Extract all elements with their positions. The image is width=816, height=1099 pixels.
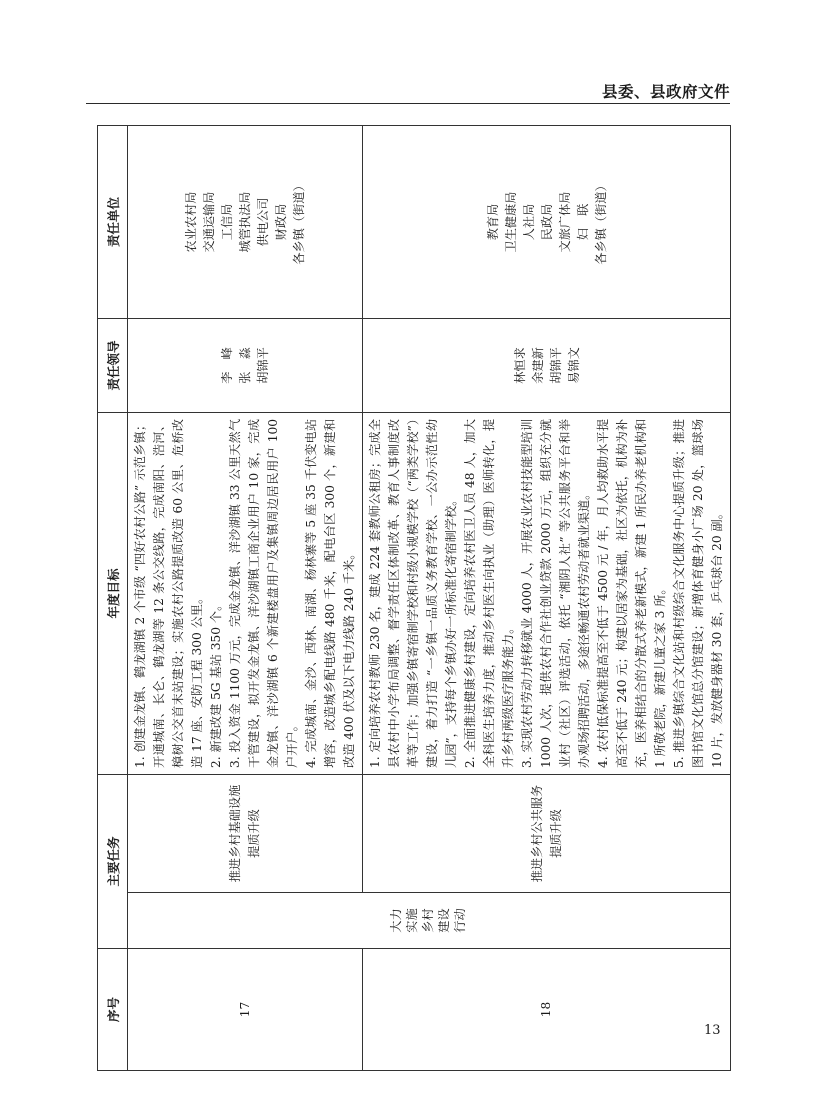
goal-item: 3. 投入资金 1100 万元，完成金龙镇、洋沙湖镇 33 公里天然气干管建设，拟开发金龙镇、洋沙湖镇工商企业用户 10 家，完成金龙镇、洋沙湖镇 6 个新建楼盘用户及集镇周边居民用户 100 户开户。 — [228, 418, 299, 768]
unit-cell — [363, 125, 731, 318]
goal-item: 1. 定向培养农村教师 230 名，建成 224 套教师公租房；完成全县农村中小学布局调整、督学责任区体制改革、教育人事制度改革等工作；加强乡镇寄宿制学校和村级小规模学校（“两类学校”）建设，着力打造 “一乡镇一品质义务教育学校、一公办示范性幼儿园”，支持每个乡镇办好一所标准化寄宿制学校。 — [368, 418, 458, 768]
table-header-row — [98, 125, 128, 1070]
unit-name: 财政局 — [274, 203, 288, 241]
unit-name: 城管执法局 — [238, 191, 252, 253]
unit-name: 农业农村局 — [184, 191, 198, 253]
unit-name: 供电公司 — [256, 197, 270, 247]
leader-cell — [128, 318, 363, 412]
header-unit: 责任单位 — [98, 125, 128, 318]
document-header-title: 县委、县政府文件 — [601, 83, 730, 101]
task-table — [97, 125, 731, 1071]
header-leader: 责任领导 — [98, 318, 128, 412]
leader-name: 李 峰 — [220, 347, 234, 384]
header-no: 序号 — [98, 949, 128, 1071]
unit-name: 文旅广体局 — [557, 191, 572, 253]
goal-cell — [128, 412, 363, 774]
goal-item: 1. 创建金龙镇、鹤龙湖镇 2 个市级 “四好农村公路” 示范乡镇；开通城南、长仑、鹤龙湖等 12 条公交线路，完成南阳、浩河、樟树公交首末站建设；实施农村公路提质改造 60 公里、危桥改造 17 座、安防工程 300 公里。 — [133, 418, 204, 768]
goal-item: 4. 完成城南、金沙、西林、南湖、杨林寨等 5 座 35 千伏变电站增容，改造城乡配电线路 480 千米，配电台区 300 个，新建和改造 400 伏及以下电力线路 240 千米。 — [304, 418, 356, 768]
task-cell: 推进乡村基础设施提质升级 — [128, 774, 363, 892]
leader-cell — [363, 318, 731, 412]
goal-cell — [363, 412, 731, 774]
header-goal: 年度目标 — [98, 412, 128, 774]
goal-item: 2. 全面推进健康乡村建设，定向培养农村医卫人员 48 人，加大全科医生培养力度，推动乡村医生向执业（助理）医师转化，提升乡村两级医疗服务能力。 — [463, 418, 515, 768]
rotated-table-container — [97, 126, 724, 1071]
unit-name: 妇 联 — [575, 203, 590, 241]
table-row — [128, 125, 363, 1070]
unit-name: 各乡镇（街道） — [292, 179, 306, 265]
leader-name: 易锦文 — [566, 347, 581, 384]
leader-name: 胡锦平 — [256, 347, 270, 384]
leader-name: 余建新 — [530, 347, 545, 384]
unit-name: 教育局 — [485, 203, 500, 241]
unit-cell — [128, 125, 363, 318]
goal-item: 5. 推进乡镇综合文化站和村级综合文化服务中心提质升级；推进图书馆文化馆总分馆建设；新增体育健身小广场 20 处，篮球场 10 片，发放健身器材 30 套，乒乓球台 20 副。 — [672, 418, 724, 768]
row-number: 18 — [363, 949, 731, 1071]
unit-name: 人社局 — [521, 203, 536, 241]
goal-item: 2. 新建改建 5G 基站 350 个。 — [209, 598, 223, 768]
header-rule — [86, 103, 730, 104]
leader-name: 胡锦平 — [548, 347, 563, 384]
unit-name: 卫生健康局 — [503, 191, 518, 253]
goal-item: 3. 实现农村劳动力转移就业 4000 人，开展农业农村技能型培训 1000 人次，提供农村合作社创业贷款 2000 万元，组织充分就业村（社区）评选活动，依托 “湘阴人社” 等公共服务平台和举办观场招聘活动，多途径畅通农村劳动者就业渠道。 — [520, 418, 591, 768]
page-number: 13 — [704, 1023, 721, 1038]
unit-name: 交通运输局 — [202, 191, 216, 253]
unit-name: 民政局 — [539, 203, 554, 241]
row-number: 17 — [128, 949, 363, 1071]
group-cell — [128, 893, 731, 949]
leader-name: 林恒求 — [512, 347, 527, 384]
header-task: 主要任务 — [98, 774, 128, 948]
goal-item: 4. 农村低保标准提高至不低于 4500 元 / 年，月人均救助水平提高至不低于 240 元；构建以居家为基础，社区为依托，机构为补充，医养相结合的分散式养老新模式，新建 1 所民办养老机构和 1 所敬老院，新建儿童之家 3 所。 — [596, 418, 667, 768]
unit-name: 工信局 — [220, 203, 234, 241]
task-cell: 推进乡村公共服务提质升级 — [363, 774, 731, 892]
group-label: 大力实施乡村建设行动 — [389, 908, 467, 933]
leader-name: 张 淼 — [238, 347, 252, 384]
unit-name: 各乡镇（街道） — [593, 179, 608, 265]
